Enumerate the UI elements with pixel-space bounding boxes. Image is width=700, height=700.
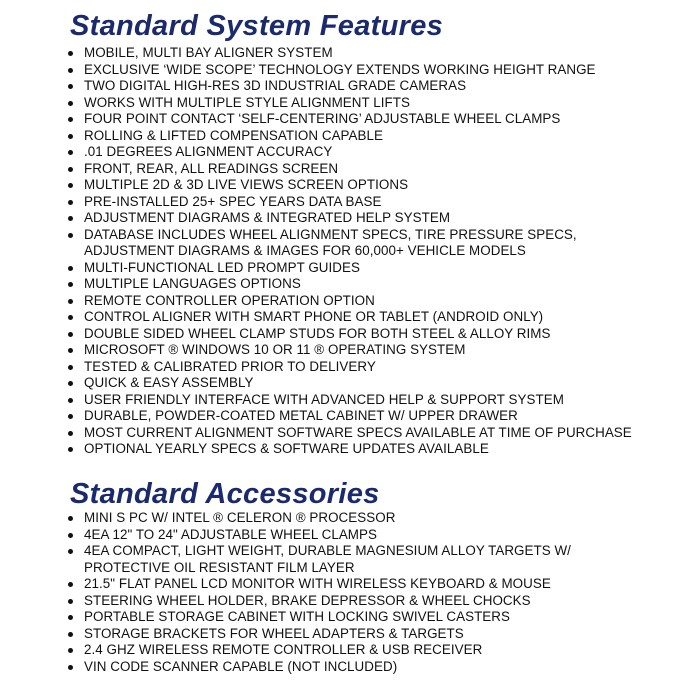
accessories-heading: Standard Accessories — [70, 478, 380, 510]
list-item — [84, 359, 684, 376]
list-item — [84, 425, 684, 442]
list-item-text: 2.4 GHZ WIRELESS REMOTE CONTROLLER & USB RECEIVER — [84, 642, 483, 657]
list-item — [84, 408, 684, 425]
list-item-text: STORAGE BRACKETS FOR WHEEL ADAPTERS & TARGETS — [84, 625, 464, 641]
list-item — [84, 194, 684, 211]
list-item — [84, 293, 684, 310]
list-item-text: MULTIPLE 2D & 3D LIVE VIEWS SCREEN OPTIONS — [84, 177, 409, 192]
list-item-text: VIN CODE SCANNER CAPABLE (NOT INCLUDED) — [84, 658, 398, 674]
list-item-text: DURABLE, POWDER-COATED METAL CABINET W/ UPPER DRAWER — [84, 408, 518, 423]
list-item-text: PRE-INSTALLED 25+ SPEC YEARS DATA BASE — [84, 193, 382, 209]
list-item-text: MOBILE, MULTI BAY ALIGNER SYSTEM — [84, 45, 333, 60]
list-item-text: MOST CURRENT ALIGNMENT SOFTWARE SPECS AVAILABLE AT TIME OF PURCHASE — [84, 424, 632, 440]
list-item — [84, 626, 684, 643]
list-item — [84, 276, 684, 293]
accessories-list — [84, 510, 684, 675]
list-item — [84, 177, 684, 194]
list-item-text: MICROSOFT ® WINDOWS 10 OR 11 ® OPERATING SYSTEM — [84, 342, 466, 357]
list-item — [84, 260, 684, 277]
list-item-text: EXCLUSIVE ‘WIDE SCOPE’ TECHNOLOGY EXTENDS WORKING HEIGHT RANGE — [84, 61, 596, 77]
list-item-text: PORTABLE STORAGE CABINET WITH LOCKING SWIVEL CASTERS — [84, 609, 510, 624]
list-item — [84, 375, 684, 392]
list-item-text: TWO DIGITAL HIGH-RES 3D INDUSTRIAL GRADE CAMERAS — [84, 78, 467, 93]
list-item — [84, 510, 684, 527]
list-item — [84, 78, 684, 95]
list-item — [84, 392, 684, 409]
list-item-text: ROLLING & LIFTED COMPENSATION CAPABLE — [84, 127, 383, 143]
list-item-text: 4EA 12" TO 24" ADJUSTABLE WHEEL CLAMPS — [84, 526, 377, 542]
list-item-text: DOUBLE SIDED WHEEL CLAMP STUDS FOR BOTH STEEL & ALLOY RIMS — [84, 325, 551, 341]
list-item-text: FOUR POINT CONTACT ‘SELF-CENTERING’ ADJUSTABLE WHEEL CLAMPS — [84, 111, 561, 126]
list-item-text: MULTIPLE LANGUAGES OPTIONS — [84, 276, 301, 291]
features-heading: Standard System Features — [70, 10, 444, 42]
list-item — [84, 95, 684, 112]
list-item — [84, 210, 684, 227]
list-item-text: CONTROL ALIGNER WITH SMART PHONE OR TABLET (ANDROID ONLY) — [84, 309, 544, 324]
list-item — [84, 527, 684, 544]
list-item-text: 4EA COMPACT, LIGHT WEIGHT, DURABLE MAGNESIUM ALLOY TARGETS W/ — [84, 543, 571, 558]
list-item-text: WORKS WITH MULTIPLE STYLE ALIGNMENT LIFTS — [84, 94, 410, 110]
list-item — [84, 609, 684, 626]
list-item-text: STEERING WHEEL HOLDER, BRAKE DEPRESSOR & WHEEL CHOCKS — [84, 592, 531, 608]
list-item-text: DATABASE INCLUDES WHEEL ALIGNMENT SPECS, TIRE PRESSURE SPECS, — [84, 226, 577, 242]
list-item — [84, 128, 684, 145]
list-item-text: TESTED & CALIBRATED PRIOR TO DELIVERY — [84, 358, 376, 374]
list-item-text: QUICK & EASY ASSEMBLY — [84, 375, 254, 390]
list-item-text: MULTI-FUNCTIONAL LED PROMPT GUIDES — [84, 259, 360, 275]
list-item — [84, 326, 684, 343]
list-item-text: REMOTE CONTROLLER OPERATION OPTION — [84, 292, 375, 308]
list-item-text: 21.5" FLAT PANEL LCD MONITOR WITH WIRELESS KEYBOARD & MOUSE — [84, 576, 551, 591]
list-item — [84, 45, 684, 62]
list-item — [84, 543, 684, 576]
list-item-text: USER FRIENDLY INTERFACE WITH ADVANCED HELP & SUPPORT SYSTEM — [84, 391, 564, 407]
list-item — [84, 111, 684, 128]
features-list — [84, 45, 684, 458]
list-item — [84, 342, 684, 359]
list-item-text: ADJUSTMENT DIAGRAMS & IMAGES FOR 60,000+ VEHICLE MODELS — [84, 243, 526, 258]
list-item-text: ADJUSTMENT DIAGRAMS & INTEGRATED HELP SYSTEM — [84, 210, 451, 225]
list-item — [84, 62, 684, 79]
list-item — [84, 227, 684, 260]
list-item — [84, 309, 684, 326]
list-item — [84, 576, 684, 593]
list-item-text: MINI S PC W/ INTEL ® CELERON ® PROCESSOR — [84, 510, 396, 525]
list-item — [84, 144, 684, 161]
list-item-text: PROTECTIVE OIL RESISTANT FILM LAYER — [84, 559, 355, 575]
list-item — [84, 441, 684, 458]
list-item — [84, 659, 684, 676]
list-item — [84, 593, 684, 610]
list-item-text: .01 DEGREES ALIGNMENT ACCURACY — [84, 144, 333, 159]
list-item — [84, 161, 684, 178]
list-item-text: OPTIONAL YEARLY SPECS & SOFTWARE UPDATES AVAILABLE — [84, 441, 489, 456]
list-item — [84, 642, 684, 659]
list-item-text: FRONT, REAR, ALL READINGS SCREEN — [84, 160, 339, 176]
